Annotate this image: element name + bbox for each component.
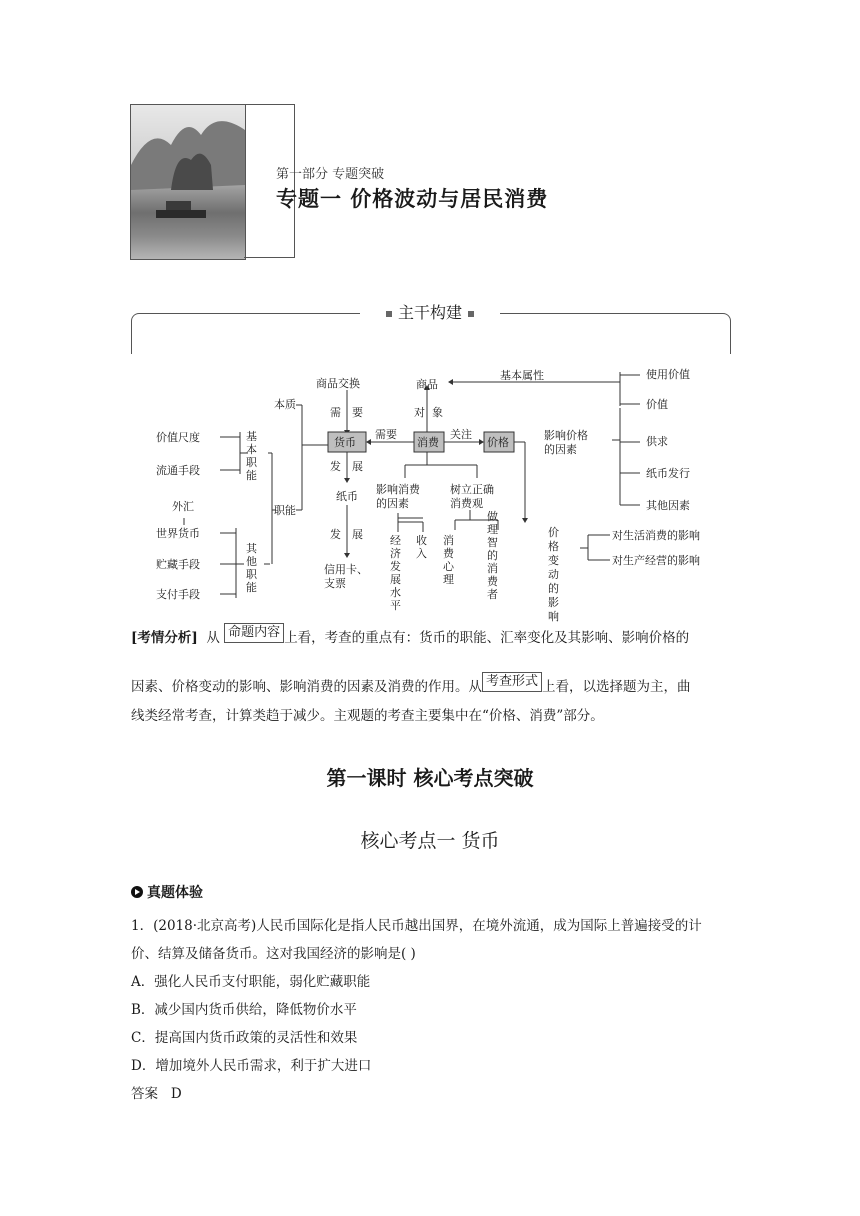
node-xuyao2: 要 — [352, 406, 363, 419]
node-spjh: 商品交换 — [316, 377, 360, 390]
node-zhineng: 职能 — [274, 504, 296, 517]
lesson-title: 第一课时 核心考点突破 — [326, 766, 534, 790]
node-dshxf: 对生活消费的影响 — [612, 529, 700, 542]
node-sllzq: 树立正确消费观 — [450, 483, 494, 510]
node-qtzn: 其他职能 — [246, 542, 257, 594]
topic-title: 专题一 价格波动与居民消费 — [276, 187, 549, 211]
node-jgbddyx: 价格变动的影响 — [548, 526, 559, 623]
node-ltsd: 流通手段 — [156, 464, 200, 477]
node-zcsd: 贮藏手段 — [156, 558, 200, 571]
option-c: C．提高国内货币政策的灵活性和效果 — [131, 1030, 358, 1046]
node-duixiang2: 象 — [432, 406, 443, 419]
node-fazhan1a: 发 — [330, 460, 341, 473]
node-jz: 价值 — [646, 398, 668, 411]
node-yxjgys: 影响价格的因素 — [544, 429, 588, 456]
node-xuyao1: 需 — [330, 406, 341, 419]
node-syjz: 使用价值 — [646, 368, 690, 381]
node-fazhan2a: 发 — [330, 528, 341, 541]
node-sp: 商品 — [416, 378, 438, 391]
node-jzcd: 价值尺度 — [156, 431, 200, 444]
node-fazhan1b: 展 — [352, 460, 363, 473]
node-guanzhu: 关注 — [450, 428, 472, 441]
option-b: B．减少国内货币供给，降低物价水平 — [131, 1002, 357, 1018]
node-zbfx: 纸币发行 — [646, 467, 690, 480]
option-d: D．增加境外人民币需求，利于扩大进口 — [131, 1058, 372, 1074]
node-jiage: 价格 — [487, 436, 509, 449]
node-xfxl: 消费心理 — [443, 534, 454, 586]
node-zhibi: 纸币 — [336, 490, 358, 503]
node-huobi: 货币 — [334, 436, 356, 449]
node-sjhb: 世界货币 — [156, 527, 200, 540]
node-xiaofei: 消费 — [417, 436, 439, 449]
node-dscjy: 对生产经营的影响 — [612, 554, 700, 567]
question-stem-1: 1．(2018·北京高考)人民币国际化是指人民币越出国界，在境外流通，成为国际上普遍接受的计 — [131, 918, 702, 934]
node-xyk: 信用卡、支票 — [324, 563, 368, 590]
tag-content: 命题内容 — [224, 623, 284, 643]
node-zfsd: 支付手段 — [156, 588, 200, 601]
analysis-line-2: 因素、价格变动的影响、影响消费的因素及消费的作用。从 考查形式 上看，以选择题为主，曲 — [131, 674, 691, 695]
node-waihui: 外汇 — [172, 500, 194, 513]
node-jjfzsp: 经济发展水平 — [390, 534, 401, 612]
analysis-line-1: [考情分析] 从 命题内容 上看，考查的重点有：货币的职能、汇率变化及其影响、影响价格的 — [131, 625, 690, 646]
node-duixiang1: 对 — [414, 406, 425, 419]
answer-line: 答案 D — [131, 1086, 182, 1102]
node-yxxfys: 影响消费的因素 — [376, 483, 420, 510]
section-heading: 真题体验 — [131, 882, 203, 902]
point-title: 核心考点一 货币 — [360, 830, 500, 852]
node-bz: 本质 — [274, 398, 296, 411]
node-gq: 供求 — [646, 435, 668, 448]
question-block — [131, 912, 731, 1108]
node-jbsx: 基本属性 — [500, 369, 544, 382]
node-xuyao: 需要 — [375, 428, 397, 441]
question-stem-2: 价、结算及储备货币。这对我国经济的影响是( ) — [131, 946, 416, 962]
node-jbzn: 基本职能 — [246, 430, 257, 482]
node-shouru: 收入 — [416, 534, 427, 560]
analysis-line-3: 线类经常考查，计算类趋于减少。主观题的考查主要集中在“价格、消费”部分。 — [131, 708, 604, 724]
node-fazhan2b: 展 — [352, 528, 363, 541]
framework-title: 主干构建 — [360, 300, 500, 324]
node-qtys: 其他因素 — [646, 499, 690, 512]
part-line: 第一部分 专题突破 — [276, 167, 385, 182]
concept-diagram — [140, 360, 730, 623]
node-zlzxfz: 做理智的消费者 — [487, 510, 498, 601]
landscape-photo — [130, 104, 246, 260]
play-icon — [131, 886, 143, 898]
tag-form: 考查形式 — [482, 672, 542, 692]
option-a: A．强化人民币支付职能，弱化贮藏职能 — [131, 974, 371, 990]
